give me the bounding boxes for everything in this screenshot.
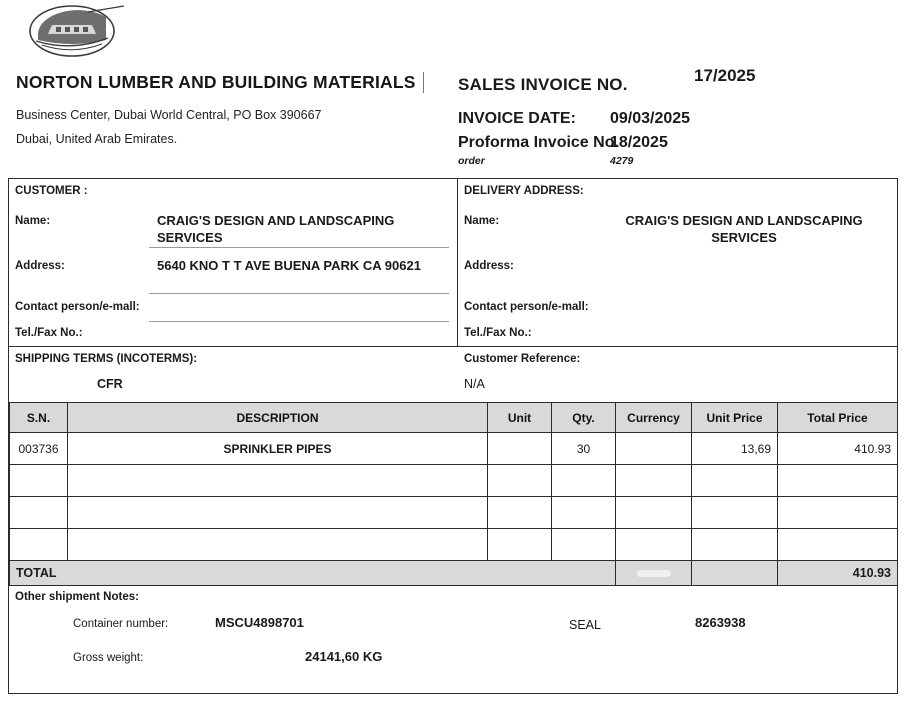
cell-unit: [488, 465, 552, 497]
cell-unit-price: [692, 497, 778, 529]
shipping-terms-value: CFR: [97, 377, 123, 391]
seal-label: SEAL: [569, 618, 601, 632]
cell-total-price: [778, 529, 898, 561]
items-table-header-row: [10, 403, 898, 433]
cell-total-price: [778, 497, 898, 529]
customer-address-value: 5640 KNO T T AVE BUENA PARK CA 90621: [157, 258, 421, 273]
cell-currency: [616, 529, 692, 561]
parties-divider: [457, 179, 458, 346]
parties-section: [9, 179, 897, 347]
cell-description: [68, 529, 488, 561]
total-spacer-cell: [692, 561, 778, 586]
customer-address-underline: [149, 293, 449, 294]
customer-name-value: CRAIG'S DESIGN AND LANDSCAPING SERVICES: [157, 213, 395, 245]
cell-currency: [616, 465, 692, 497]
company-address-line2: Dubai, United Arab Emirates.: [16, 132, 178, 146]
cell-sn: [10, 497, 68, 529]
order-label: order: [458, 155, 485, 167]
delivery-name-label: Name:: [464, 215, 500, 227]
col-unit: Unit: [488, 403, 552, 433]
customer-contact-label: Contact person/e-mall:: [15, 301, 140, 313]
cell-total-price: [778, 465, 898, 497]
table-row: [10, 465, 898, 497]
cell-unit-price: [692, 529, 778, 561]
cell-sn: [10, 465, 68, 497]
delivery-heading: DELIVERY ADDRESS:: [464, 185, 584, 197]
document-header: [0, 0, 907, 172]
cell-unit: [488, 433, 552, 465]
gross-weight-label: Gross weight:: [73, 652, 144, 664]
cell-sn: 003736: [10, 433, 68, 465]
shipment-notes-section: [9, 586, 897, 664]
cell-unit: [488, 497, 552, 529]
proforma-label: Proforma Invoice No.: [458, 134, 619, 151]
col-currency: Currency: [616, 403, 692, 433]
total-value: 410.93: [778, 561, 898, 586]
customer-contact-underline: [149, 321, 449, 322]
col-sn: S.N.: [10, 403, 68, 433]
customer-heading: CUSTOMER :: [15, 185, 88, 197]
cell-total-price: 410.93: [778, 433, 898, 465]
col-description: DESCRIPTION: [68, 403, 488, 433]
cell-qty: [552, 529, 616, 561]
col-unit-price: Unit Price: [692, 403, 778, 433]
company-address-line1: Business Center, Dubai World Central, PO Box 390667: [16, 108, 322, 122]
shipping-terms-label: SHIPPING TERMS (INCOTERMS):: [15, 353, 198, 365]
cell-unit: [488, 529, 552, 561]
delivery-contact-label: Contact person/e-mall:: [464, 301, 589, 313]
cell-unit-price: [692, 465, 778, 497]
total-label: TOTAL: [10, 561, 616, 586]
customer-reference-value: N/A: [464, 377, 485, 391]
customer-tel-label: Tel./Fax No.:: [15, 327, 83, 339]
cell-currency: [616, 433, 692, 465]
gross-weight-value: 24141,60 KG: [305, 649, 383, 664]
total-row: [10, 561, 898, 586]
cell-unit-price: 13,69: [692, 433, 778, 465]
invoice-body-frame: [8, 178, 898, 694]
cell-qty: 30: [552, 433, 616, 465]
delivery-address-label: Address:: [464, 260, 514, 272]
total-currency-cell: [616, 561, 692, 586]
delivery-tel-label: Tel./Fax No.:: [464, 327, 532, 339]
container-number-value: MSCU4898701: [215, 615, 304, 630]
seal-value: 8263938: [695, 615, 746, 630]
company-name: NORTON LUMBER AND BUILDING MATERIALS: [16, 72, 424, 93]
table-row: [10, 497, 898, 529]
shipping-terms-section: [9, 347, 897, 403]
table-row: [10, 433, 898, 465]
cell-description: [68, 465, 488, 497]
table-row: [10, 529, 898, 561]
container-number-label: Container number:: [73, 618, 169, 630]
building-logo-icon: [28, 4, 126, 62]
col-qty: Qty.: [552, 403, 616, 433]
col-total-price: Total Price: [778, 403, 898, 433]
cell-qty: [552, 465, 616, 497]
delivery-name-value: CRAIG'S DESIGN AND LANDSCAPING SERVICES: [625, 213, 863, 245]
notes-heading: Other shipment Notes:: [15, 591, 139, 603]
proforma-value: 18/2025: [610, 134, 668, 151]
ink-smudge: [637, 570, 671, 577]
customer-reference-label: Customer Reference:: [464, 353, 581, 365]
invoice-number: 17/2025: [694, 66, 756, 85]
invoice-date-label: INVOICE DATE:: [458, 110, 576, 127]
customer-name-label: Name:: [15, 215, 51, 227]
invoice-date-value: 09/03/2025: [610, 110, 691, 127]
cell-qty: [552, 497, 616, 529]
invoice-title: SALES INVOICE NO.: [458, 75, 628, 94]
cell-sn: [10, 529, 68, 561]
items-table: [9, 403, 898, 586]
cell-currency: [616, 497, 692, 529]
order-value: 4279: [610, 155, 634, 167]
cell-description: [68, 497, 488, 529]
customer-address-label: Address:: [15, 260, 65, 272]
cell-description: SPRINKLER PIPES: [68, 433, 488, 465]
customer-name-underline: [149, 247, 449, 248]
